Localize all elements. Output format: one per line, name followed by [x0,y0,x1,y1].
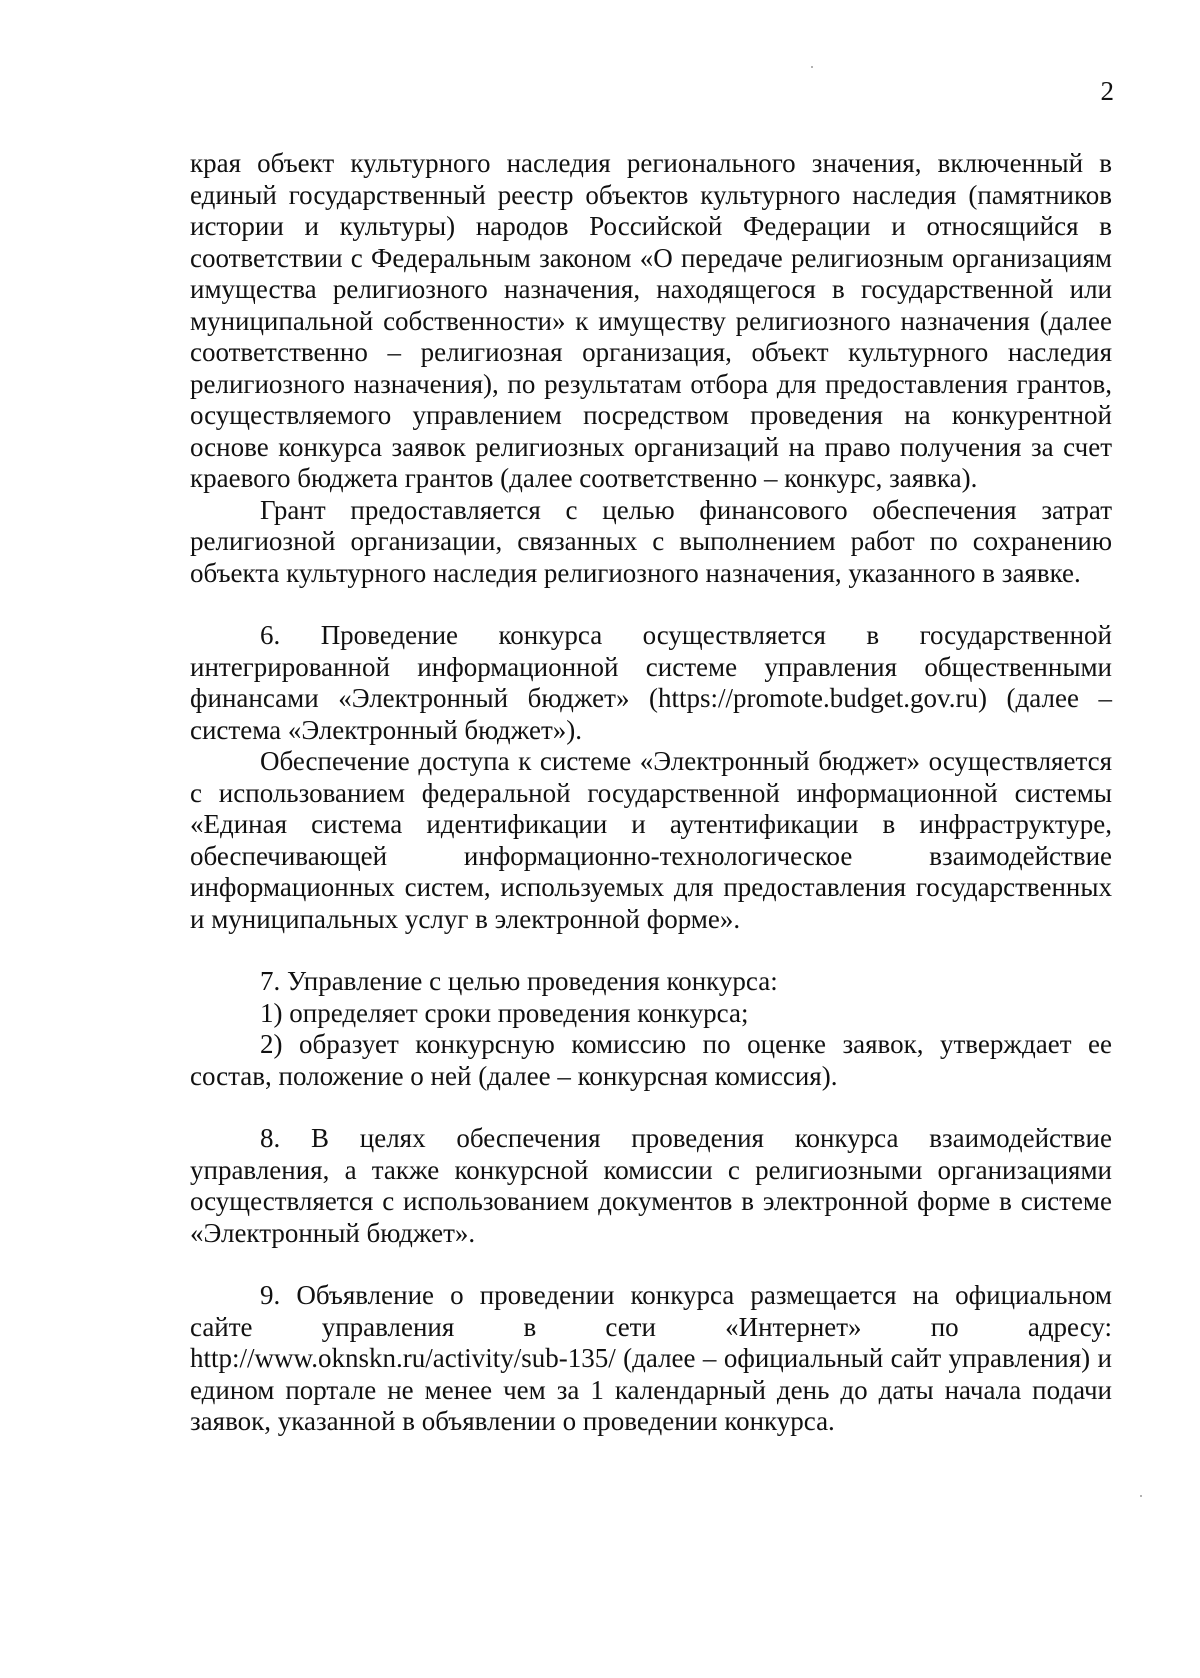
paragraph-section-8: 8. В целях обеспечения проведения конкурса взаимодействие управления, а также конкурсной комиссии с религиозными организациями осуществляется с использованием документов в электронной форме в системе «Электронный бюджет». [190,1123,1112,1248]
paragraph-section-6: 6. Проведение конкурса осуществляется в государственной интегрированной информационной системе управления общественными финансами «Электронный бюджет» (https://promote.budget.gov.ru) (далее –система «Электронный бюджет»). [190,620,1112,745]
page-number: 2 [1100,76,1114,106]
paragraph-section-7: 7. Управление с целью проведения конкурса: [260,966,778,996]
list-item-2: 2) образует конкурсную комиссию по оценке заявок, утверждает ее состав, положение о ней (далее – конкурсная комиссия). [190,1029,1112,1091]
paragraph-grant-purpose: Грант предоставляется с целью финансового обеспечения затрат религиозной организации, связанных с выполнением работ по сохранению объекта культурного наследия религиозного назначения, указанного в заявке. [190,494,1112,588]
paragraph-system-access: Обеспечение доступа к системе «Электронный бюджет» осуществляется с использованием федеральной государственной информационной системы «Единая система идентификации и аутентификации в инфраструктуре, обеспечивающей информационно-технологическое взаимодействие информационных систем, используемых для предоставления государственных и муниципальных услуг в электронной форме». [190,746,1112,934]
scan-speck [811,66,813,68]
list-item-1: 1) определяет сроки проведения конкурса; [260,997,749,1028]
paragraph-section-9: 9. Объявление о проведении конкурса размещается на официальном сайте управления в сети «Интернет» по адресу: http://www.oknskn.ru/activity/sub-135/ (далее – официальный сайт управления) и едином портале не менее чем за 1 календарный день до даты начала подачи заявок, указанной в объявлении о проведении конкурса. [190,1280,1112,1436]
document-body [190,148,1112,1438]
scan-speck [1140,1495,1142,1497]
paragraph-continuation: края объект культурного наследия регионального значения, включенный в единый государственный реестр объектов культурного наследия (памятников истории и культуры) народов Российской Федерации и относящийся в соответствии с Федеральным законом «О передаче религиозным организациям имущества религиозного назначения, находящегося в государственной или муниципальной собственности» к имуществу религиозного назначения (далее соответственно – религиозная организация, объект культурного наследия религиозного назначения), по результатам отбора для предоставления грантов, осуществляемого управлением посредством проведения на конкурентной основе конкурса заявок религиозных организаций на право получения за счет краевого бюджета грантов (далее соответственно – конкурс, заявка). [190,148,1112,493]
